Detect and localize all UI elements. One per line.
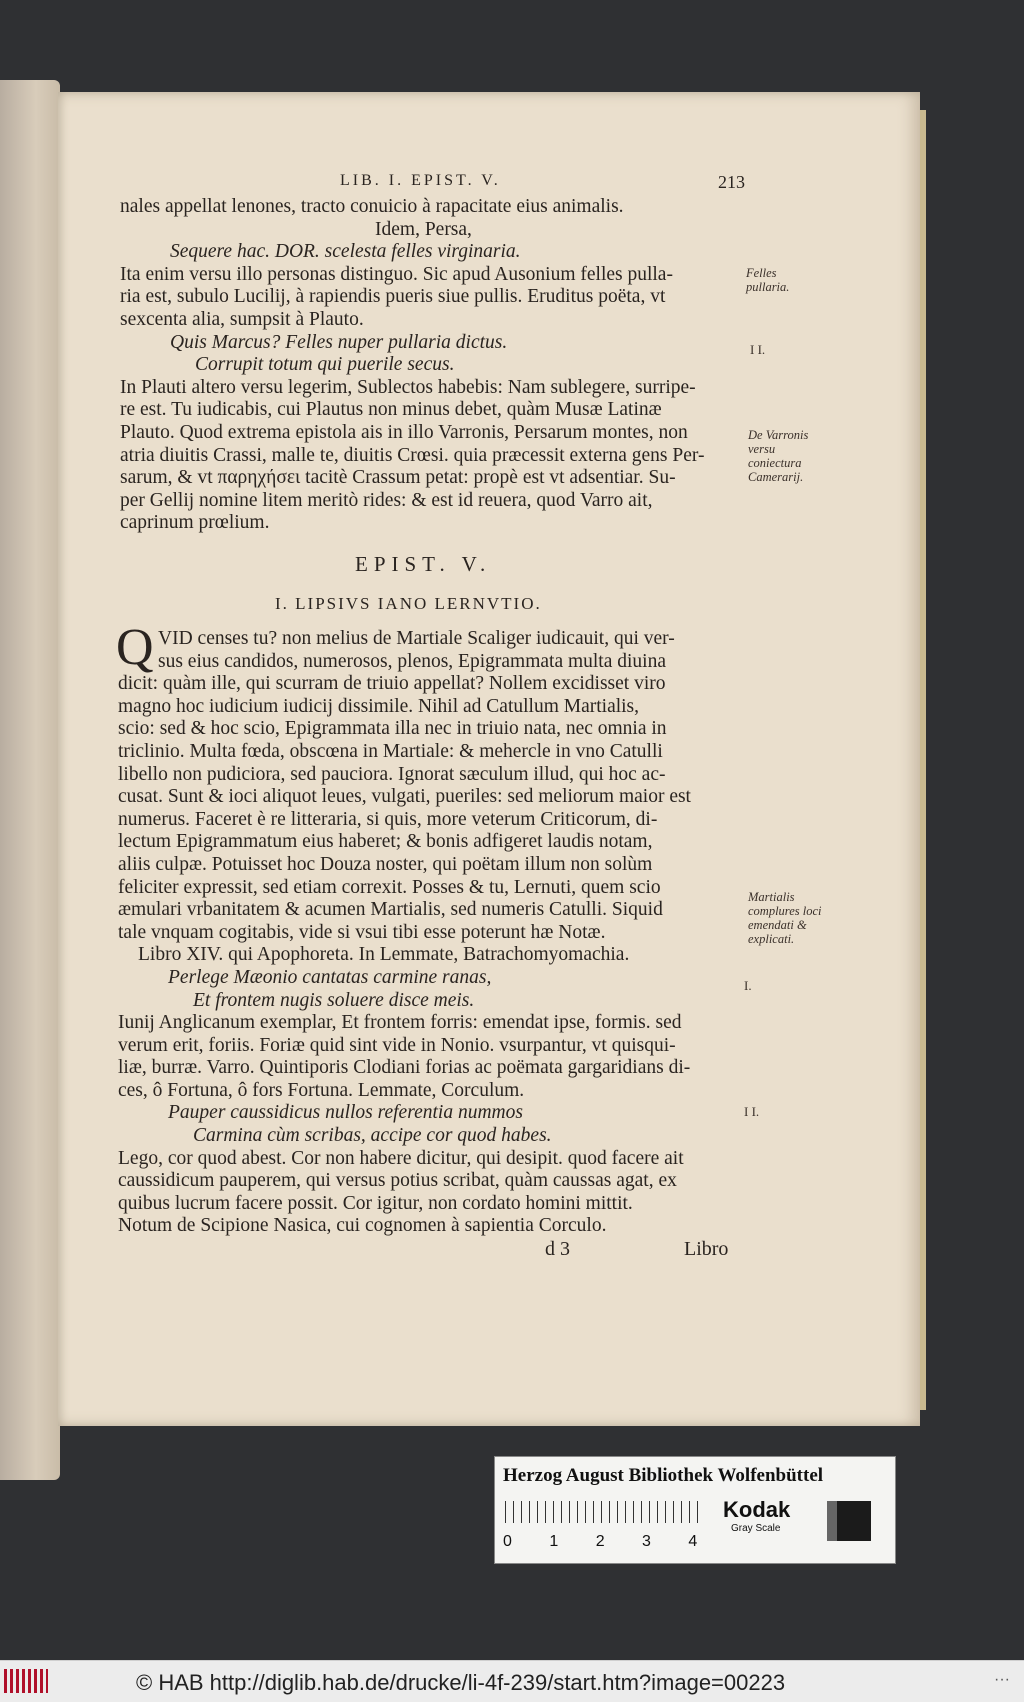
page-fore-edge [920,110,926,1410]
text-line: libello non pudiciora, sed pauciora. Ignorat sæculum illud, qui hoc ac- [118,763,666,785]
margin-number: I I. [744,1104,760,1119]
text-line: triclinio. Multa fœda, obscœna in Martiale: & mehercle in vno Catulli [118,740,663,762]
text-line: atria diuitis Crassi, malle te, diuitis Crœsi. quia præcessit externa gens Per- [120,444,705,466]
text-line: Corrupit totum qui puerile secus. [195,354,455,376]
margin-note-varro: De Varronis versu coniectura Camerarij. [748,428,809,484]
gray-patch [827,1501,871,1541]
margin-number: I I. [750,342,766,357]
copyright-url[interactable]: © HAB http://diglib.hab.de/drucke/li-4f-239/start.htm?image=00223 [136,1670,786,1695]
text-line: caussidicum pauperem, qui versus potius scribat, quàm caussas agat, ex [118,1170,677,1192]
gray-scale-label: Gray Scale [731,1523,781,1534]
text-line: æmulari vrbanitatem & acumen Martialis, sed numeris Catulli. Siquid [118,899,663,921]
text-line: Notum de Scipione Nasica, cui cognomen à sapientia Corculo. [118,1215,607,1237]
text-line: sarum, & vt παρηχήσει tacitè Crassum petat: propè est vt adsentiar. Su- [120,467,676,489]
text-block-1 [120,196,705,535]
text-line: ria est, subulo Lucilij, à rapiendis pueris siue pullis. Eruditus poëta, vt [120,286,666,308]
previous-page-edge [0,80,60,1480]
text-line: caprinum prœlium. [120,512,270,534]
page-number: 213 [718,172,745,192]
ruler-numbers: 0 1 2 3 4 [503,1533,698,1550]
more-menu-icon[interactable]: ··· [994,1671,1010,1688]
text-line: liæ, burræ. Varro. Quintiporis Clodiani forias ac poëmata gargaridians di- [118,1057,691,1079]
text-line: lectum Epigrammatum eius haberet; & bonis adfigeret laudis notam, [118,831,653,853]
text-line: dicit: quàm ille, qui scurram de triuio appellat? Nollem excidisset viro [118,673,666,695]
status-bar [0,1660,1024,1702]
hab-logo-icon[interactable] [4,1669,48,1693]
text-line: numerus. Faceret è re litteraria, si quis, more veterum Criticorum, di- [118,808,658,830]
margin-note-martialis: Martialis complures loci emendati & explicati. [748,890,822,946]
text-line: Lego, cor quod abest. Cor non habere dicitur, qui desipit. quod facere ait [118,1147,684,1169]
library-name: Herzog August Bibliothek Wolfenbüttel [503,1465,824,1486]
text-line: sus eius candidos, numerosos, plenos, Epigrammata multa diuina [158,650,666,672]
text-line: re est. Tu iudicabis, cui Plautus non minus debet, quàm Musæ Latinæ [120,399,662,421]
catchword: Libro [684,1238,729,1260]
text-line: per Gellij nomine litem meritò rides: & est id reuera, quod Varro ait, [120,489,653,511]
text-line: nales appellat lenones, tracto conuicio à rapacitate eius animalis. [120,196,624,217]
running-head: LIB. I. EPIST. V. [340,172,501,189]
text-line: Pauper caussidicus nullos referentia nummos [168,1102,523,1124]
color-target-card [494,1456,896,1564]
text-line: aliis culpæ. Potuisset hoc Douza noster, qui poëtam illum non solùm [118,853,653,875]
text-line: magno hoc iudicium iudicij dissimile. Nihil ad Catullum Martialis, [118,695,640,717]
text-line: ces, ô Fortuna, ô fors Fortuna. Lemmate, Corculum. [118,1079,525,1101]
text-line: cusat. Sunt & ioci aliquot leues, vulgati, pueriles: sed meliorum maior est [118,786,691,808]
text-line: Iunij Anglicanum exemplar, Et frontem forris: emendat ipse, formis. sed [118,1012,682,1034]
text-line: Ita enim versu illo personas distinguo. Sic apud Ausonium felles pulla- [120,263,673,285]
text-line: tale vnquam cogitabis, vide si vsui tibi esse poterunt hæ Notæ. [118,921,606,943]
text-line: sexcenta alia, sumpsit à Plauto. [120,308,364,330]
text-line: Idem, Persa, [375,218,472,240]
text-line: quibus lucrum facere possit. Cor igitur, non cordato homini mittit. [118,1192,633,1214]
text-line: Quis Marcus? Felles nuper pullaria dictus. [170,331,508,353]
text-line: Libro XIV. qui Apophoreta. In Lemmate, Batrachomyomachia. [138,944,630,966]
text-line: VID censes tu? non melius de Martiale Scaliger iudicauit, qui ver- [158,628,675,649]
margin-note-felles: Felles pullaria. [746,266,790,294]
text-line: Sequere hac. DOR. scelesta felles virginaria. [170,241,521,263]
ruler-scale [505,1501,705,1523]
text-line: feliciter expressit, sed etiam correxit. Posses & tu, Lernuti, quem scio [118,876,661,898]
margin-number: I. [744,978,752,993]
drop-capital: Q [116,619,154,676]
text-line: verum erit, foriis. Foriæ quid sint vide in Nonio. vsurpantur, vt quisqui- [118,1034,676,1056]
text-line: Plauto. Quod extrema epistola ais in illo Varronis, Persarum montes, non [120,421,688,443]
text-line: In Plauti altero versu legerim, Sublectos habebis: Nam sublegere, surripe- [120,376,696,398]
text-line: Et frontem nugis soluere disce meis. [193,989,475,1011]
kodak-logo: Kodak [723,1497,791,1522]
text-line: Perlege Mæonio cantatas carmine ranas, [168,966,492,988]
epistle-heading: EPIST. V. [355,552,492,576]
epistle-address: I. LIPSIVS IANO LERNVTIO. [275,594,542,613]
text-line: scio: sed & hoc scio, Epigrammata illa nec in triuio nata, nec omnia in [118,718,667,740]
text-line: Carmina cùm scribas, accipe cor quod habes. [193,1125,552,1147]
text-block-2 [118,628,691,1238]
signature-mark: d 3 [545,1238,570,1260]
